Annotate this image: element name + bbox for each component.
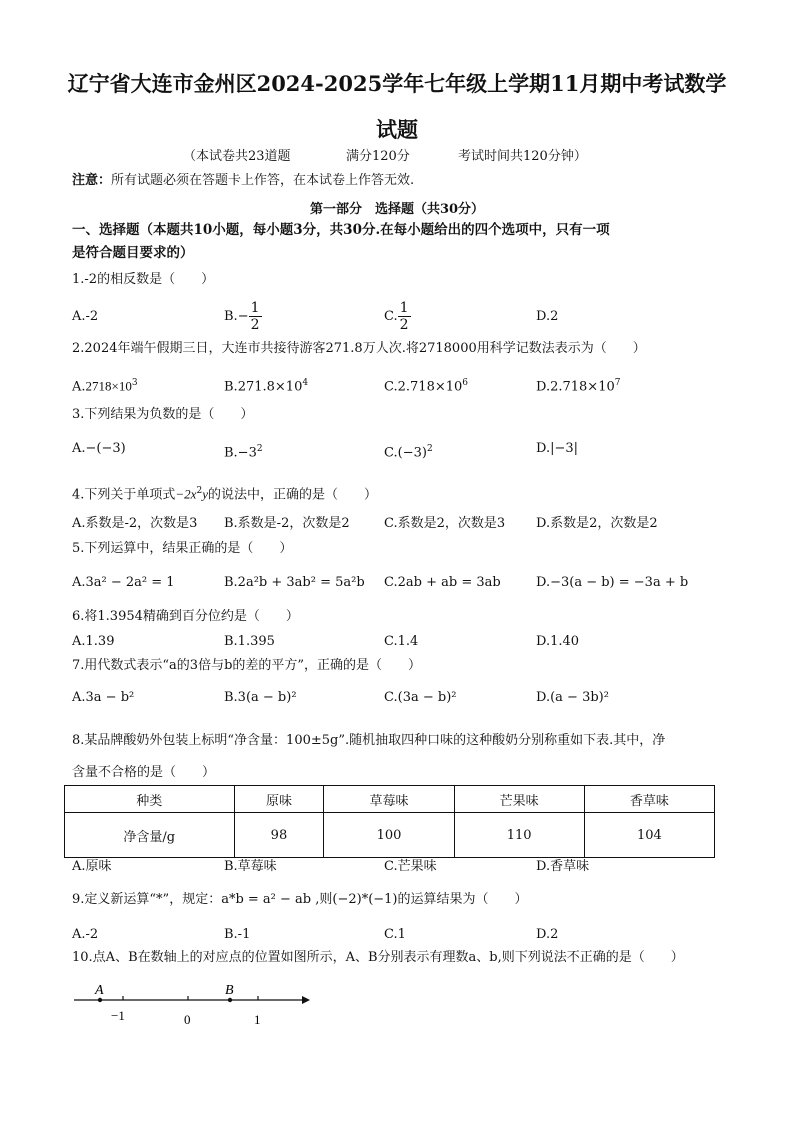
q6-option-b: B.1.395	[224, 634, 275, 649]
table-cell: 110	[454, 813, 584, 858]
table-row-label: 净含量/g	[65, 813, 235, 858]
q3-option-c: $C.(-3)^2$	[384, 444, 433, 461]
info-score: 满分120分	[346, 149, 410, 164]
q2-option-d: $D.2.718\times 10^7$	[536, 378, 621, 395]
notice-text: 所有试题必须在答题卡上作答，在本试卷上作答无效.	[111, 173, 415, 188]
q5-option-c: C.2ab + ab = 3ab	[384, 575, 501, 590]
q3-stem: 3.下列结果为负数的是（ ）	[72, 407, 254, 422]
q2-stem: 2.2024年端午假期三日，大连市共接待游客271.8万人次.将2718000用科学记数法表示为（ ）	[72, 341, 646, 356]
table-cell: 100	[324, 813, 454, 858]
q1-stem: 1.-2的相反数是（ ）	[72, 272, 215, 287]
q8-weight-table	[64, 785, 715, 858]
info-time: 考试时间共120分钟）	[458, 149, 587, 164]
tick-label-0: 0	[184, 1012, 191, 1027]
q8-option-d: D.香草味	[536, 859, 590, 874]
q1-option-b: B.− $\frac{1}{2}$	[224, 300, 260, 333]
q5-option-b: B.2a²b + 3ab² = 5a²b	[224, 575, 365, 590]
number-line-arrow-icon	[302, 996, 310, 1004]
q5-option-a: A.3a² − 2a² = 1	[72, 575, 175, 590]
section1-line2: 是符合题目要求的）	[72, 245, 194, 261]
table-row	[65, 813, 715, 858]
q8-option-b: B.草莓味	[224, 859, 277, 874]
section1-line1: 一、选择题（本题共10小题，每小题3分，共30分.在每小题给出的四个选项中，只有一项	[72, 222, 610, 238]
q7-stem: 7.用代数式表示“a的3倍与b的差的平方”，正确的是（ ）	[72, 658, 422, 673]
q2-option-a: $A.2718\times 10^3$	[72, 378, 138, 395]
table-cell: 98	[234, 813, 324, 858]
q6-stem: 6.将1.3954精确到百分位约是（ ）	[72, 609, 299, 624]
table-header-cell: 芒果味	[454, 786, 584, 813]
q8-stem-line2: 含量不合格的是（ ）	[72, 765, 216, 780]
q9-option-b: B.-1	[224, 927, 251, 942]
q5-option-d: D.−3(a − b) = −3a + b	[536, 575, 689, 590]
q7-option-d: D.(a − 3b)²	[536, 690, 609, 705]
table-cell: 104	[584, 813, 714, 858]
q8-stem-line1: 8.某品牌酸奶外包装上标明“净含量：100±5g”.随机抽取四种口味的这种酸奶分别称重如下表.其中，净	[72, 733, 666, 748]
q3-option-b: $B.-3^2$	[224, 444, 263, 461]
q2-option-c: $C.2.718\times 10^6$	[384, 378, 469, 395]
table-header-cell: 草莓味	[324, 786, 454, 813]
exam-title-line1: 辽宁省大连市金州区2024-2025学年七年级上学期11月期中考试数学	[67, 71, 727, 96]
q1-option-d: D.2	[536, 309, 559, 324]
tick-label-neg1: −1	[111, 1008, 125, 1023]
q5-stem: 5.下列运算中，结果正确的是（ ）	[72, 541, 293, 556]
number-line-diagram	[70, 980, 320, 1030]
point-b-dot	[228, 998, 232, 1002]
q9-option-d: D.2	[536, 927, 559, 942]
q6-option-a: A.1.39	[72, 634, 115, 649]
q9-option-a: A.-2	[72, 927, 99, 942]
q4-option-d: D.系数是2，次数是2	[536, 516, 658, 531]
q7-option-b: B.3(a − b)²	[224, 690, 297, 705]
info-questions: （本试卷共23道题	[183, 149, 291, 164]
q3-option-a: A.−(−3)	[72, 441, 126, 456]
exam-title-line2: 试题	[376, 117, 418, 142]
table-header-cell: 种类	[65, 786, 235, 813]
q1-c-fraction: $\frac{1}{2}$	[399, 300, 409, 333]
q1-option-a: A.-2	[72, 309, 99, 324]
q2-option-b: $B.271.8\times 10^4$	[224, 378, 309, 395]
q7-option-a: A.3a − b²	[72, 690, 135, 705]
notice-label: 注意：	[72, 173, 112, 188]
q6-option-c: C.1.4	[384, 634, 419, 649]
q4-option-b: B.系数是-2，次数是2	[224, 516, 350, 531]
q1-option-c: C. $\frac{1}{2}$	[384, 300, 409, 333]
q8-option-c: C.芒果味	[384, 859, 437, 874]
point-b-label: B	[225, 983, 234, 998]
table-header-cell: 原味	[234, 786, 324, 813]
part1-heading: 第一部分 选择题（共30分）	[309, 202, 485, 217]
q8-option-a: A.原味	[72, 859, 112, 874]
q4-option-c: C.系数是2，次数是3	[384, 516, 506, 531]
tick-label-1: 1	[254, 1012, 261, 1027]
q9-stem: 9.定义新运算“*”，规定：a*b = a² − ab ,则(−2)*(−1)的运算结果为（ ）	[72, 892, 528, 907]
q4-option-a: A.系数是-2，次数是3	[72, 516, 198, 531]
q7-option-c: C.(3a − b)²	[384, 690, 457, 705]
table-header-row	[65, 786, 715, 813]
point-a-dot	[98, 998, 102, 1002]
point-a-label: A	[95, 983, 104, 998]
q4-stem: 4.下列关于单项式$-2x^2y$的说法中，正确的是（ ）	[72, 486, 377, 503]
q3-option-d: D.|−3|	[536, 441, 579, 456]
q1-b-fraction: $\frac{1}{2}$	[250, 300, 260, 333]
q10-stem: 10.点A、B在数轴上的对应点的位置如图所示，A、B分别表示有理数a、b,则下列说法不正确的是（ ）	[72, 950, 684, 965]
q6-option-d: D.1.40	[536, 634, 580, 649]
notice	[72, 173, 414, 189]
table-header-cell: 香草味	[584, 786, 714, 813]
q9-option-c: C.1	[384, 927, 406, 942]
